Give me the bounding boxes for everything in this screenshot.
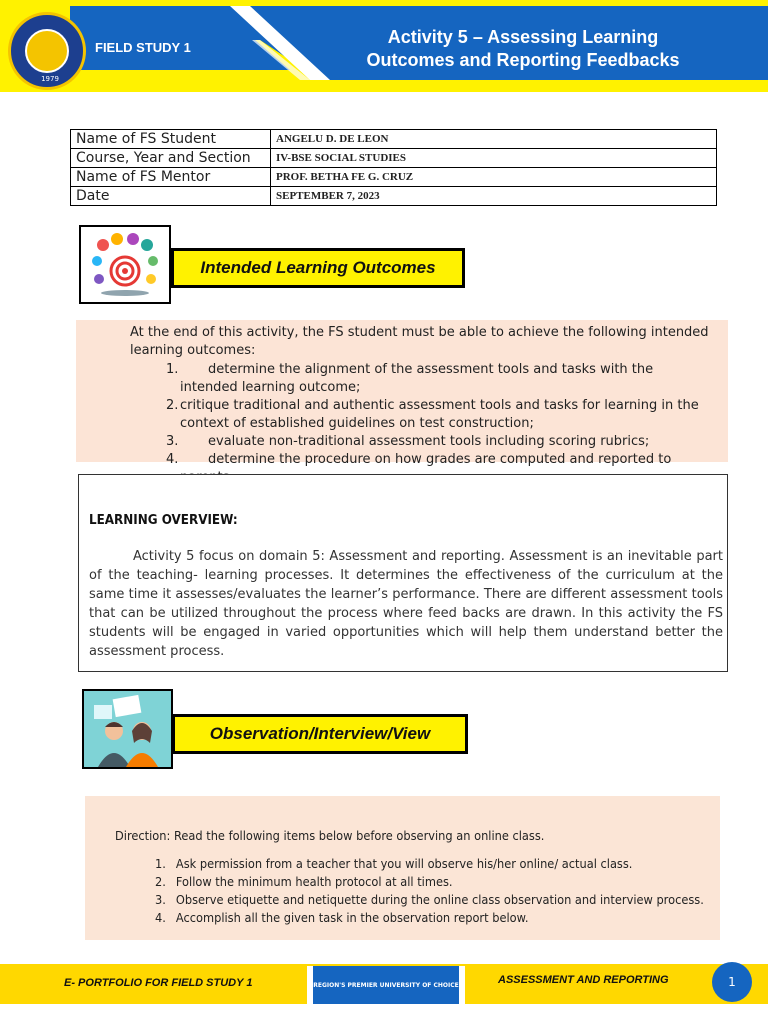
ilo-intro: At the end of this activity, the FS student must be able to achieve the following intended learning outcomes: — [130, 325, 709, 358]
target-icons-icon — [81, 227, 169, 302]
list-text: Observe etiquette and netiquette during the online class observation and interview process. — [175, 893, 704, 907]
list-item — [155, 855, 687, 873]
list-text: determine the procedure on how grades are computed and reported to — [208, 452, 672, 467]
list-text: Accomplish all the given task in the observation report below. — [175, 911, 529, 925]
info-value: PROF. BETHA FE G. CRUZ — [271, 168, 717, 187]
info-label: Name of FS Mentor — [71, 168, 271, 187]
list-number: 1. — [166, 362, 179, 377]
page-title — [318, 26, 728, 72]
overview-title: LEARNING OVERVIEW: — [89, 513, 238, 528]
page-footer — [0, 962, 768, 1008]
direction-text: Direction: Read the following items below before observing an online class. — [115, 829, 545, 843]
ilo-list — [166, 361, 706, 487]
list-number: 1. — [155, 857, 166, 871]
info-value: IV-BSE SOCIAL STUDIES — [271, 149, 717, 168]
list-number: 4. — [155, 911, 166, 925]
list-item — [166, 361, 706, 397]
page-header — [0, 0, 768, 92]
list-number: 2. — [166, 398, 179, 413]
seal-year: 1979 — [41, 75, 59, 83]
section-heading-observation: Observation/Interview/View — [172, 714, 468, 754]
info-value: SEPTEMBER 7, 2023 — [271, 187, 717, 206]
list-number: 3. — [166, 434, 179, 449]
list-item — [166, 397, 706, 433]
page-number: 1 — [712, 962, 752, 1002]
table-row — [71, 187, 717, 206]
list-text: Ask permission from a teacher that you will observe his/her online/ actual class. — [175, 857, 633, 871]
list-item — [155, 909, 687, 927]
info-label: Name of FS Student — [71, 130, 271, 149]
list-number: 4. — [166, 452, 179, 467]
table-row — [71, 130, 717, 149]
direction-panel — [85, 796, 720, 940]
info-label: Course, Year and Section — [71, 149, 271, 168]
learning-outcomes-illustration — [79, 225, 171, 304]
direction-list — [155, 855, 704, 927]
info-label: Date — [71, 187, 271, 206]
table-row — [71, 168, 717, 187]
overview-text: Activity 5 focus on domain 5: Assessment and reporting. Assessment is an inevitable part of the teaching- learning processes. It determines the effectiveness of the curriculum at the same time it assesses/evaluates the learner’s performance. There are different assessment tools that can be utilized throughout the process where feed backs are drawn. In this activity the FS students will be engaged in varied opportunities which will help them understand better the assessment process. — [89, 549, 723, 659]
people-meeting-icon — [84, 691, 171, 767]
learning-overview-box — [78, 474, 728, 672]
seal-emblem — [25, 29, 69, 73]
list-number: 2. — [155, 875, 166, 889]
info-value: ANGELU D. DE LEON — [271, 130, 717, 149]
section-heading-ilo: Intended Learning Outcomes — [171, 248, 465, 288]
page-title-line1: Activity 5 – Assessing Learning — [387, 27, 659, 47]
table-row — [71, 149, 717, 168]
list-text: evaluate non-traditional assessment tools including scoring rubrics; — [208, 434, 650, 449]
footer-right-text: ASSESSMENT AND REPORTING — [498, 974, 669, 986]
list-number: 3. — [155, 893, 166, 907]
list-text: critique traditional and authentic assessment tools and tasks for learning in the context of established guidelines on test construction; — [180, 398, 699, 431]
student-info-table — [70, 129, 717, 206]
list-item — [155, 891, 704, 909]
university-seal-logo — [8, 12, 86, 90]
footer-slogan-badge: REGION'S PREMIER UNIVERSITY OF CHOICE — [307, 966, 465, 1004]
page-title-line2: Outcomes and Reporting Feedbacks — [366, 50, 680, 70]
list-text: determine the alignment of the assessment tools and tasks with the intended learning outcome; — [180, 362, 654, 395]
observation-illustration — [82, 689, 173, 769]
list-text: Follow the minimum health protocol at all times. — [175, 875, 453, 889]
ilo-panel — [76, 320, 728, 467]
footer-left-text: E- PORTFOLIO FOR FIELD STUDY 1 — [64, 977, 253, 989]
list-item — [155, 873, 687, 891]
course-title: FIELD STUDY 1 — [95, 40, 191, 55]
list-item — [166, 433, 706, 451]
